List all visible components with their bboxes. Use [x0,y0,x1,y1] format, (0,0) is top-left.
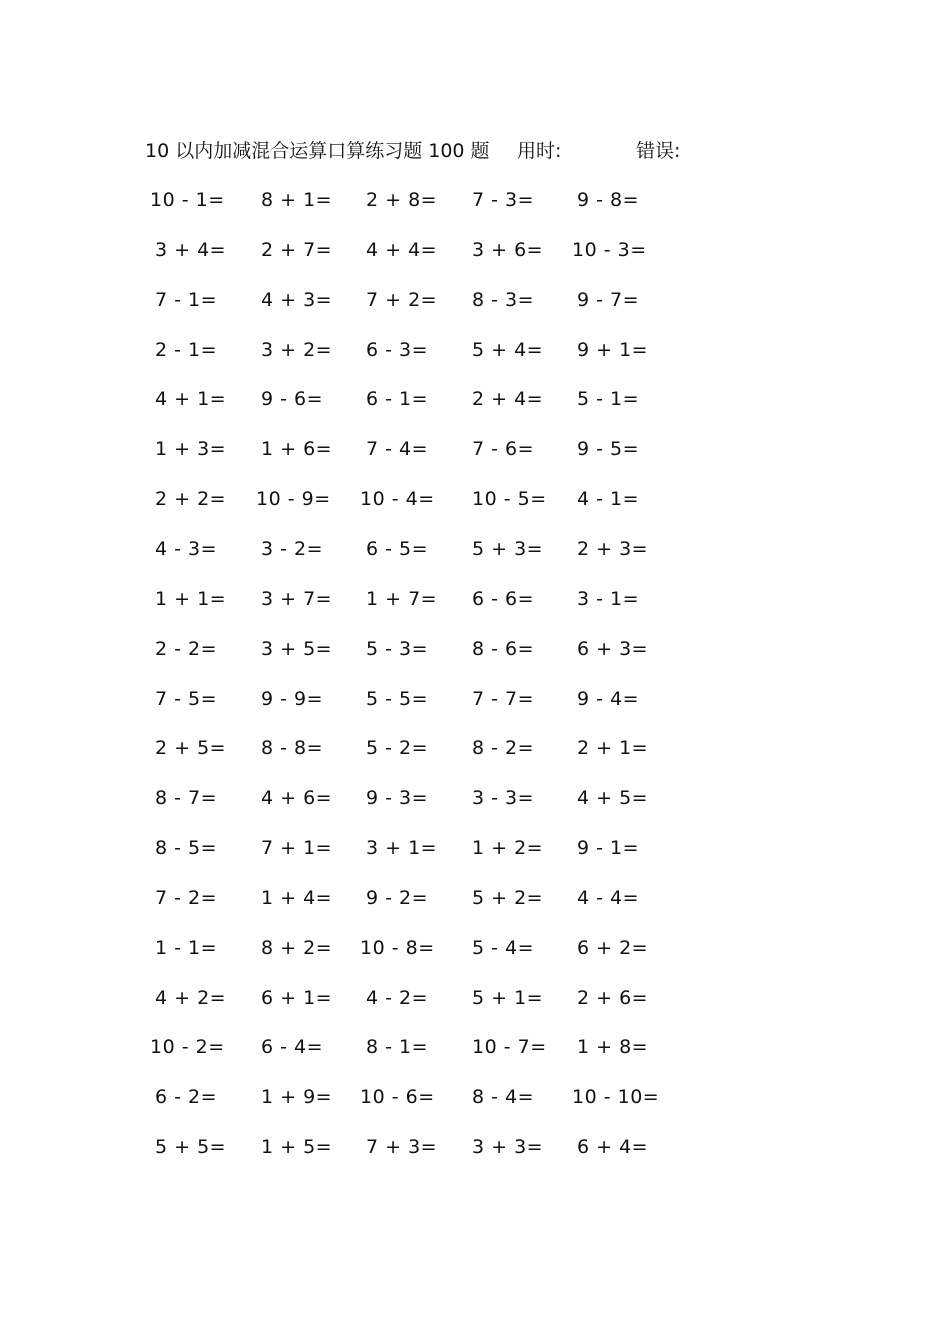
arithmetic-problem: 7 - 5= [155,687,218,710]
arithmetic-problem: 8 - 1= [366,1036,429,1059]
arithmetic-problem: 5 - 2= [366,737,429,760]
arithmetic-problem: 10 - 3= [572,238,647,261]
arithmetic-problem: 1 + 8= [577,1036,649,1059]
arithmetic-problem: 8 - 4= [472,1086,535,1109]
arithmetic-problem: 6 - 1= [366,388,429,411]
arithmetic-problem: 5 - 1= [577,388,640,411]
arithmetic-problem: 4 + 4= [366,238,438,261]
arithmetic-problem: 2 + 1= [577,737,649,760]
arithmetic-problem: 4 + 3= [261,288,333,311]
arithmetic-problem: 8 - 5= [155,837,218,860]
arithmetic-problem: 3 + 1= [366,837,438,860]
arithmetic-problem: 8 - 2= [472,737,535,760]
arithmetic-problem: 5 - 4= [472,936,535,959]
arithmetic-problem: 5 + 4= [472,338,544,361]
arithmetic-problem: 10 - 7= [472,1036,547,1059]
arithmetic-problem: 6 - 5= [366,537,429,560]
arithmetic-problem: 9 - 2= [366,886,429,909]
arithmetic-problem: 3 + 6= [472,238,544,261]
arithmetic-problem: 3 - 2= [261,537,324,560]
arithmetic-problem: 3 + 4= [155,238,227,261]
arithmetic-problem: 6 + 3= [577,637,649,660]
arithmetic-problem: 1 + 7= [366,587,438,610]
arithmetic-problem: 7 - 6= [472,438,535,461]
arithmetic-problem: 6 - 3= [366,338,429,361]
arithmetic-problem: 3 + 7= [261,587,333,610]
arithmetic-problem: 4 + 2= [155,986,227,1009]
arithmetic-problem: 6 - 2= [155,1086,218,1109]
arithmetic-problem: 4 + 1= [155,388,227,411]
arithmetic-problem: 2 + 8= [366,189,438,211]
arithmetic-problem: 9 - 7= [577,288,640,311]
arithmetic-problem: 2 + 6= [577,986,649,1009]
arithmetic-problem: 5 + 2= [472,886,544,909]
arithmetic-problem: 9 - 5= [577,438,640,461]
time-used-label: 用时: [517,140,562,162]
arithmetic-problem: 8 - 8= [261,737,324,760]
arithmetic-problem: 5 + 3= [472,537,544,560]
arithmetic-problem: 7 - 7= [472,687,535,710]
arithmetic-problem: 2 - 1= [155,338,218,361]
arithmetic-problem: 9 + 1= [577,338,649,361]
arithmetic-problem: 5 - 3= [366,637,429,660]
arithmetic-problem: 3 + 5= [261,637,333,660]
arithmetic-problem: 4 - 1= [577,488,640,511]
arithmetic-problem: 4 - 2= [366,986,429,1009]
arithmetic-problem: 6 + 4= [577,1136,649,1159]
arithmetic-problem: 3 + 2= [261,338,333,361]
errors-label: 错误: [636,140,681,162]
arithmetic-problem: 9 - 9= [261,687,324,710]
arithmetic-problem: 5 - 5= [366,687,429,710]
arithmetic-problem: 2 + 4= [472,388,544,411]
arithmetic-problem: 8 - 3= [472,288,535,311]
arithmetic-problem: 8 + 1= [261,189,333,211]
arithmetic-problem: 9 - 8= [577,189,640,211]
arithmetic-problem: 6 + 1= [261,986,333,1009]
arithmetic-problem: 2 + 3= [577,537,649,560]
arithmetic-problem: 7 + 3= [366,1136,438,1159]
arithmetic-problem: 3 + 3= [472,1136,544,1159]
arithmetic-problem: 2 - 2= [155,637,218,660]
worksheet-title: 10 以内加减混合运算口算练习题 100 题 [145,140,490,162]
arithmetic-problem: 4 - 4= [577,886,640,909]
arithmetic-problem: 7 + 2= [366,288,438,311]
arithmetic-problem: 1 + 5= [261,1136,333,1159]
arithmetic-problem: 8 - 6= [472,637,535,660]
arithmetic-problem: 8 - 7= [155,787,218,810]
arithmetic-problem: 4 + 5= [577,787,649,810]
arithmetic-problem: 2 + 5= [155,737,227,760]
arithmetic-problem: 3 - 1= [577,587,640,610]
arithmetic-problem: 7 + 1= [261,837,333,860]
arithmetic-problem: 6 + 2= [577,936,649,959]
arithmetic-problem: 1 + 3= [155,438,227,461]
arithmetic-problem: 10 - 8= [360,936,435,959]
arithmetic-problem: 8 + 2= [261,936,333,959]
arithmetic-problem: 1 + 6= [261,438,333,461]
arithmetic-problem: 4 + 6= [261,787,333,810]
arithmetic-problem: 2 + 7= [261,238,333,261]
arithmetic-problem: 4 - 3= [155,537,218,560]
arithmetic-problem: 1 + 2= [472,837,544,860]
arithmetic-problem: 10 - 9= [256,488,331,511]
arithmetic-problem: 10 - 5= [472,488,547,511]
arithmetic-problem: 10 - 6= [360,1086,435,1109]
arithmetic-problem: 7 - 2= [155,886,218,909]
arithmetic-problem: 7 - 3= [472,189,535,211]
arithmetic-problem: 9 - 1= [577,837,640,860]
arithmetic-problem: 1 + 4= [261,886,333,909]
arithmetic-problem: 7 - 4= [366,438,429,461]
arithmetic-problem: 10 - 2= [150,1036,225,1059]
arithmetic-problem: 10 - 1= [150,189,225,211]
arithmetic-problem: 1 + 9= [261,1086,333,1109]
arithmetic-problem: 10 - 10= [572,1086,660,1109]
arithmetic-problem: 6 - 4= [261,1036,324,1059]
arithmetic-problem: 5 + 1= [472,986,544,1009]
arithmetic-problem: 1 + 1= [155,587,227,610]
arithmetic-problem: 3 - 3= [472,787,535,810]
arithmetic-problem: 9 - 3= [366,787,429,810]
arithmetic-problem: 6 - 6= [472,587,535,610]
arithmetic-problem: 2 + 2= [155,488,227,511]
arithmetic-problem: 9 - 6= [261,388,324,411]
arithmetic-problem: 7 - 1= [155,288,218,311]
arithmetic-problem: 5 + 5= [155,1136,227,1159]
arithmetic-problem: 1 - 1= [155,936,218,959]
arithmetic-problem: 9 - 4= [577,687,640,710]
arithmetic-problem: 10 - 4= [360,488,435,511]
